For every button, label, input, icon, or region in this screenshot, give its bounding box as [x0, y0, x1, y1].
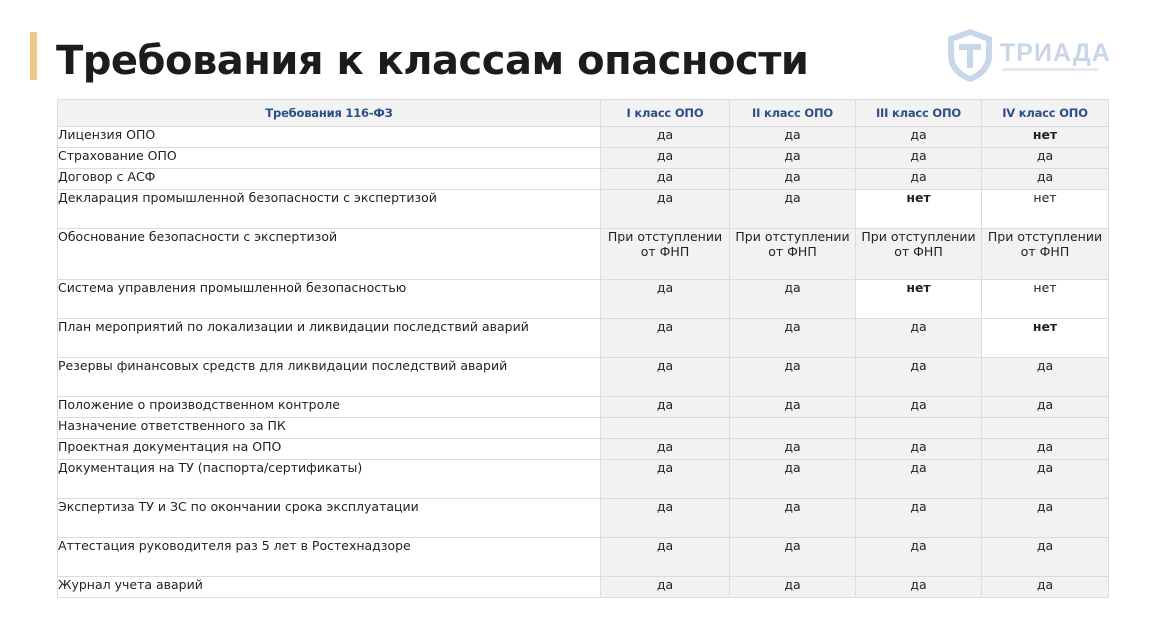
table-cell: да	[982, 577, 1109, 598]
requirement-label: Обоснование безопасности с экспертизой	[58, 229, 601, 280]
table-cell: да	[601, 499, 730, 538]
table-row	[58, 499, 1109, 538]
table-cell: да	[730, 169, 856, 190]
table-cell: да	[730, 190, 856, 229]
requirement-label: Назначение ответственного за ПК	[58, 418, 601, 439]
table-cell: да	[601, 148, 730, 169]
table-cell: При отступлении от ФНП	[601, 229, 730, 280]
table-cell: да	[730, 460, 856, 499]
table-row	[58, 229, 1109, 280]
table-cell: нет	[982, 280, 1109, 319]
table-cell: да	[601, 319, 730, 358]
requirement-label: Страхование ОПО	[58, 148, 601, 169]
table-cell: да	[982, 148, 1109, 169]
requirement-label: Аттестация руководителя раз 5 лет в Ростехнадзоре	[58, 538, 601, 577]
table-cell	[982, 418, 1109, 439]
table-cell: При отступлении от ФНП	[982, 229, 1109, 280]
table-cell: да	[856, 577, 982, 598]
table-cell: да	[730, 397, 856, 418]
table-row	[58, 538, 1109, 577]
table-cell: При отступлении от ФНП	[730, 229, 856, 280]
table-cell: да	[601, 358, 730, 397]
requirement-label: Система управления промышленной безопасностью	[58, 280, 601, 319]
table-cell: нет	[856, 280, 982, 319]
title-accent-bar	[30, 32, 37, 80]
requirement-label: Договор с АСФ	[58, 169, 601, 190]
table-cell: да	[601, 280, 730, 319]
table-cell: да	[730, 127, 856, 148]
table-cell: да	[601, 460, 730, 499]
logo-wordmark: ТРИАДА	[1000, 39, 1111, 67]
requirement-label: Резервы финансовых средств для ликвидации последствий аварий	[58, 358, 601, 397]
table-cell: да	[730, 439, 856, 460]
requirement-label: Лицензия ОПО	[58, 127, 601, 148]
page-title: Требования к классам опасности	[56, 38, 809, 84]
table-row	[58, 319, 1109, 358]
table-cell: да	[856, 499, 982, 538]
column-header: II класс ОПО	[730, 100, 856, 127]
table-row	[58, 127, 1109, 148]
table-cell: да	[982, 538, 1109, 577]
table-cell: да	[856, 148, 982, 169]
table-cell: да	[982, 460, 1109, 499]
table-row	[58, 397, 1109, 418]
requirement-label: Декларация промышленной безопасности с экспертизой	[58, 190, 601, 229]
table-row	[58, 460, 1109, 499]
table-cell: да	[730, 280, 856, 319]
table-cell: да	[856, 319, 982, 358]
table-cell: да	[856, 127, 982, 148]
table-cell: да	[601, 577, 730, 598]
shield-logo-icon	[944, 27, 996, 83]
table-cell: нет	[982, 319, 1109, 358]
requirement-label: План мероприятий по локализации и ликвидации последствий аварий	[58, 319, 601, 358]
table-cell: да	[730, 148, 856, 169]
table-row	[58, 280, 1109, 319]
table-row	[58, 358, 1109, 397]
column-header: IV класс ОПО	[982, 100, 1109, 127]
table-cell: да	[601, 439, 730, 460]
column-header: III класс ОПО	[856, 100, 982, 127]
table-row	[58, 577, 1109, 598]
table-row	[58, 169, 1109, 190]
requirement-label: Проектная документация на ОПО	[58, 439, 601, 460]
table-cell: да	[601, 190, 730, 229]
table-cell: да	[856, 439, 982, 460]
table-cell: да	[730, 577, 856, 598]
table-cell	[730, 418, 856, 439]
table-cell: да	[856, 538, 982, 577]
table-cell: да	[982, 499, 1109, 538]
table-row	[58, 190, 1109, 229]
requirements-table	[57, 99, 1109, 598]
table-cell: да	[856, 460, 982, 499]
table-cell: да	[601, 169, 730, 190]
table-cell: да	[730, 538, 856, 577]
table-cell: да	[982, 358, 1109, 397]
table-row	[58, 439, 1109, 460]
table-cell: нет	[856, 190, 982, 229]
table-cell	[601, 418, 730, 439]
column-header: I класс ОПО	[601, 100, 730, 127]
table-cell: да	[856, 397, 982, 418]
column-header: Требования 116-ФЗ	[58, 100, 601, 127]
table-cell: да	[982, 169, 1109, 190]
table-header-row	[58, 100, 1109, 127]
table-cell: да	[730, 319, 856, 358]
table-cell: да	[982, 397, 1109, 418]
table-cell	[856, 418, 982, 439]
table-row	[58, 418, 1109, 439]
table-cell: да	[601, 397, 730, 418]
table-cell: да	[730, 499, 856, 538]
table-cell: При отступлении от ФНП	[856, 229, 982, 280]
requirement-label: Экспертиза ТУ и ЗС по окончании срока эксплуатации	[58, 499, 601, 538]
company-logo	[944, 27, 1111, 83]
table-cell: нет	[982, 127, 1109, 148]
table-cell: да	[601, 538, 730, 577]
table-cell: да	[856, 358, 982, 397]
logo-tagline	[1002, 68, 1098, 71]
table-cell: нет	[982, 190, 1109, 229]
table-cell: да	[601, 127, 730, 148]
requirement-label: Положение о производственном контроле	[58, 397, 601, 418]
table-cell: да	[730, 358, 856, 397]
requirement-label: Документация на ТУ (паспорта/сертификаты)	[58, 460, 601, 499]
requirement-label: Журнал учета аварий	[58, 577, 601, 598]
table-cell: да	[856, 169, 982, 190]
table-cell: да	[982, 439, 1109, 460]
table-row	[58, 148, 1109, 169]
